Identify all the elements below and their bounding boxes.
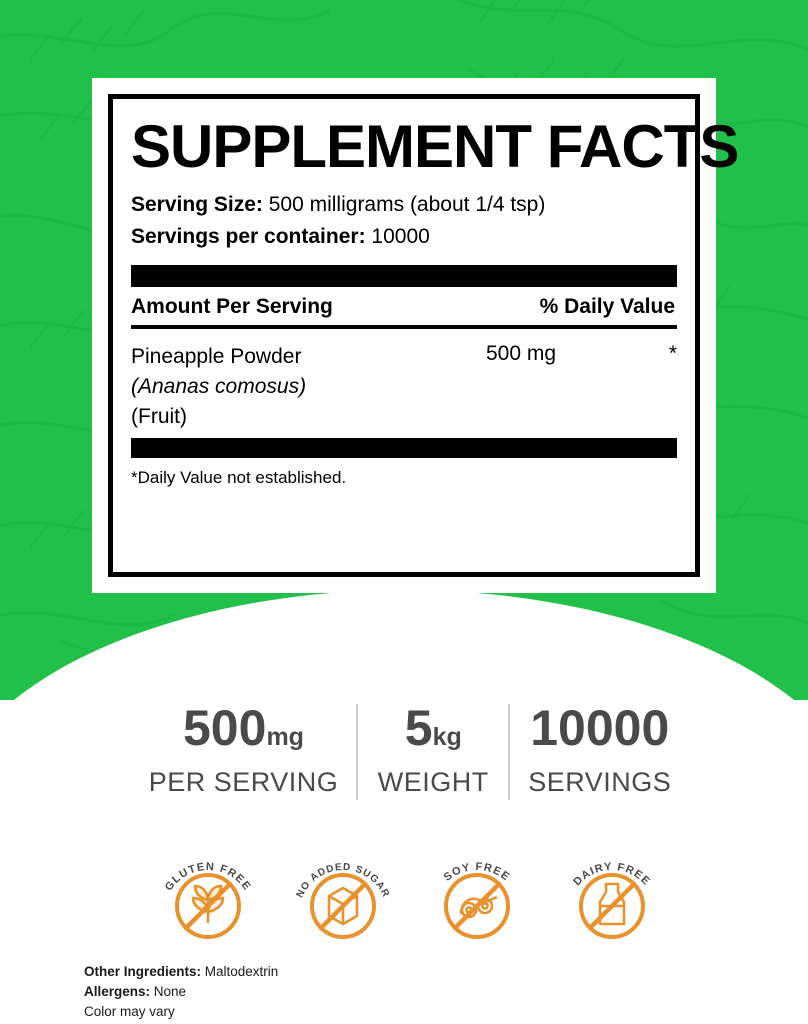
stat-weight-unit: kg <box>432 723 462 751</box>
ingredient-amount: 500 mg <box>486 342 557 365</box>
serving-size-value: 500 milligrams (about 1/4 tsp) <box>268 193 546 216</box>
stat-servings <box>510 700 689 798</box>
servings-per-container-label: Servings per container: <box>131 225 366 248</box>
stat-weight-label: WEIGHT <box>377 767 489 797</box>
stat-weight-value: 5 <box>404 700 433 756</box>
daily-value-footnote: *Daily Value not established. <box>131 468 347 487</box>
serving-size-label: Serving Size: <box>131 193 263 216</box>
supplement-facts-title: SUPPLEMENT FACTS <box>131 113 739 180</box>
badge-no-added-sugar <box>285 838 401 944</box>
allergens-row <box>84 982 278 1002</box>
allergens-label: Allergens: <box>84 984 151 999</box>
badge-gluten-free <box>150 838 266 944</box>
other-ingredients-row <box>84 962 278 982</box>
stat-servings-label: SERVINGS <box>528 767 672 797</box>
allergens-value: None <box>153 984 187 999</box>
badge-no-added-sugar-label: NO ADDED SUGAR <box>294 861 392 900</box>
stat-per-serving <box>131 700 357 798</box>
other-ingredients-value: Maltodextrin <box>204 964 279 979</box>
ingredient-latin-name: (Ananas comosus) <box>131 375 307 398</box>
stat-per-serving-label: PER SERVING <box>148 767 339 797</box>
certification-badges <box>150 838 670 944</box>
svg-text:NO ADDED SUGAR <box>294 862 391 900</box>
badge-soy-free-label: SOY FREE <box>442 860 513 884</box>
stat-weight <box>358 700 508 798</box>
supplement-facts-panel <box>92 78 739 593</box>
stat-per-serving-unit: mg <box>266 723 304 751</box>
black-divider-bar-bottom <box>131 438 677 458</box>
ingredient-plant-part: (Fruit) <box>131 405 187 428</box>
other-ingredients-label: Other Ingredients: <box>84 964 202 979</box>
black-divider-bar-top <box>131 265 677 287</box>
daily-value-header: % Daily Value <box>539 295 675 318</box>
footer-notes <box>84 962 278 1022</box>
stat-servings-value: 10000 <box>530 700 670 756</box>
stats-row <box>60 700 760 800</box>
badge-soy-free <box>419 838 535 944</box>
ingredient-daily-value: * <box>668 342 677 365</box>
table-header-row <box>131 287 677 329</box>
serving-size-row <box>131 189 677 221</box>
color-note: Color may vary <box>84 1004 175 1019</box>
servings-per-container-row <box>131 221 677 253</box>
svg-text:GLUTEN FREE <box>163 861 253 893</box>
ingredient-name: Pineapple Powder <box>131 345 302 368</box>
badge-dairy-free <box>554 838 670 944</box>
amount-per-serving-header: Amount Per Serving <box>131 295 333 318</box>
servings-per-container-value: 10000 <box>371 225 430 248</box>
stat-per-serving-value: 500 <box>183 700 267 756</box>
badge-gluten-free-label: GLUTEN FREE <box>162 860 254 894</box>
badge-dairy-free-label: DAIRY FREE <box>571 860 653 889</box>
ingredient-row <box>131 329 677 432</box>
svg-text:SOY FREE <box>442 861 512 884</box>
